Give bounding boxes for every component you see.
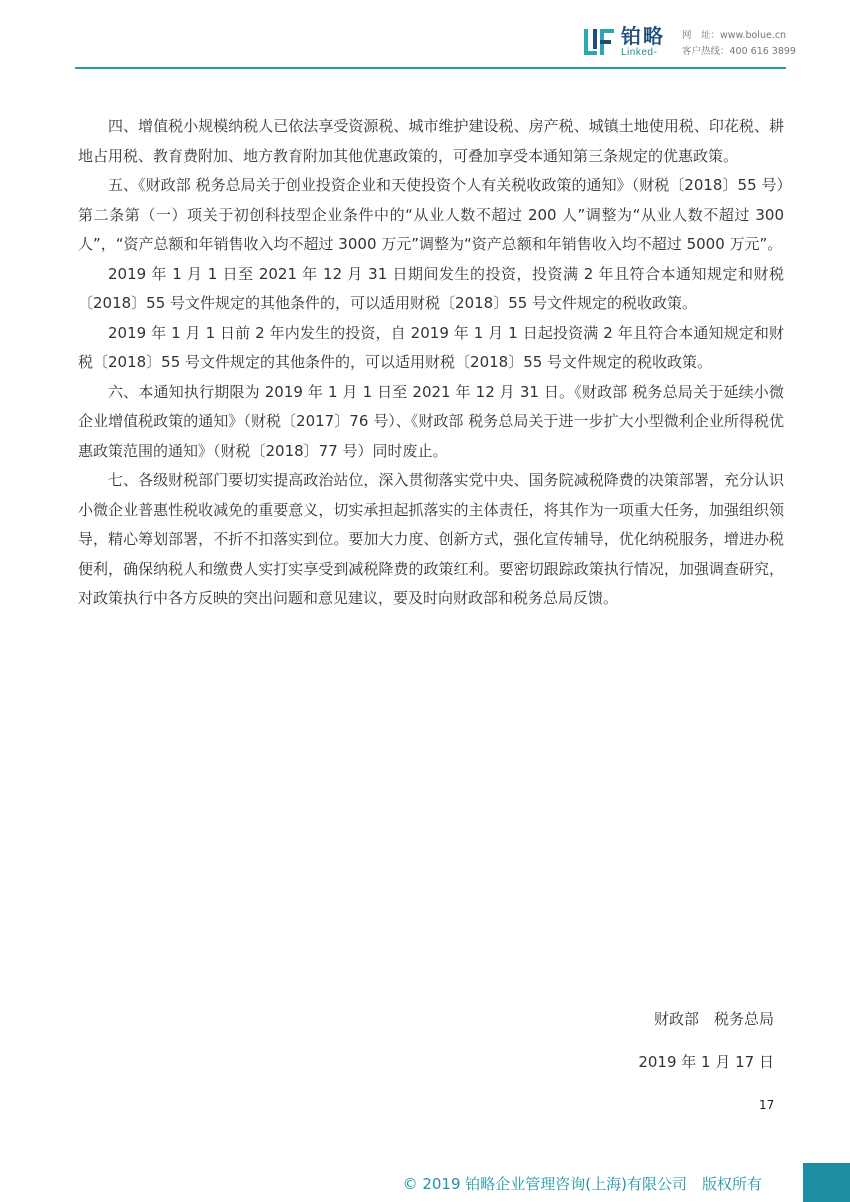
contact-info bbox=[682, 28, 796, 60]
paragraph-5-prior-investment: 2019 年 1 月 1 日前 2 年内发生的投资，自 2019 年 1 月 1 日起投资满 2 年且符合本通知规定和财税〔2018〕55 号文件规定的其他条件的，可以适用财税〔2018〕55 号文件规定的税收政策。 bbox=[78, 323, 784, 371]
brand-name: 铂略 bbox=[621, 24, 665, 48]
paragraph-5: 五、《财政部 税务总局关于创业投资企业和天使投资个人有关税收政策的通知》（财税〔2018〕55 号）第二条第（一）项关于初创科技型企业条件中的“从业人数不超过 200 人”调整为“从业人数不超过 300 人”，“资产总额和年销售收入均不超过 3000 万元”调整为“资产总额和年销售收入均不超过 5000 万元”。 bbox=[78, 176, 784, 253]
document-body bbox=[78, 112, 784, 614]
header-divider bbox=[75, 67, 786, 69]
logo-mark-icon bbox=[583, 25, 617, 59]
issue-date: 2019 年 1 月 17 日 bbox=[638, 1053, 774, 1071]
paragraph-7: 七、各级财税部门要切实提高政治站位，深入贯彻落实党中央、国务院减税降费的决策部署，充分认识小微企业普惠性税收减免的重要意义，切实承担起抓落实的主体责任，将其作为一项重大任务，加强组织领导，精心筹划部署，不折不扣落实到位。要加大力度、创新方式，强化宣传辅导，优化纳税服务，增进办税便利，确保纳税人和缴费人实打实享受到减税降费的政策红利。要密切跟踪政策执行情况，加强调查研究，对政策执行中各方反映的突出问题和意见建议，要及时向财政部和税务总局反馈。 bbox=[78, 471, 784, 607]
paragraph-6: 六、本通知执行期限为 2019 年 1 月 1 日至 2021 年 12 月 31 日。《财政部 税务总局关于延续小微企业增值税政策的通知》（财税〔2017〕76 号）、《财政部 税务总局关于进一步扩大小型微利企业所得税优惠政策范围的通知》（财税〔2018〕77 号）同时废止。 bbox=[78, 382, 784, 460]
hotline-text: 客户热线：400 616 3899 bbox=[682, 46, 796, 57]
page-footer bbox=[0, 1163, 850, 1202]
company-logo bbox=[583, 25, 665, 59]
paragraph-4: 四、增值税小规模纳税人已依法享受资源税、城市维护建设税、房产税、城镇土地使用税、印花税、耕地占用税、教育费附加、地方教育附加其他优惠政策的，可叠加享受本通知第三条规定的优惠政策。 bbox=[78, 117, 784, 165]
issuer-signature: 财政部 税务总局 bbox=[653, 1010, 774, 1028]
brand-subtitle: Linked- bbox=[621, 47, 658, 58]
copyright-text: © 2019 铂略企业管理咨询(上海)有限公司 版权所有 bbox=[402, 1175, 762, 1193]
page-number: 17 bbox=[759, 1098, 775, 1112]
page-header bbox=[0, 0, 850, 70]
website-text: 网 址：www.bolue.cn bbox=[682, 30, 787, 41]
footer-accent-block bbox=[803, 1163, 850, 1202]
paragraph-5-investment-period: 2019 年 1 月 1 日至 2021 年 12 月 31 日期间发生的投资，投资满 2 年且符合本通知规定和财税〔2018〕55 号文件规定的其他条件的，可以适用财税〔2018〕55 号文件规定的税收政策。 bbox=[78, 264, 784, 312]
